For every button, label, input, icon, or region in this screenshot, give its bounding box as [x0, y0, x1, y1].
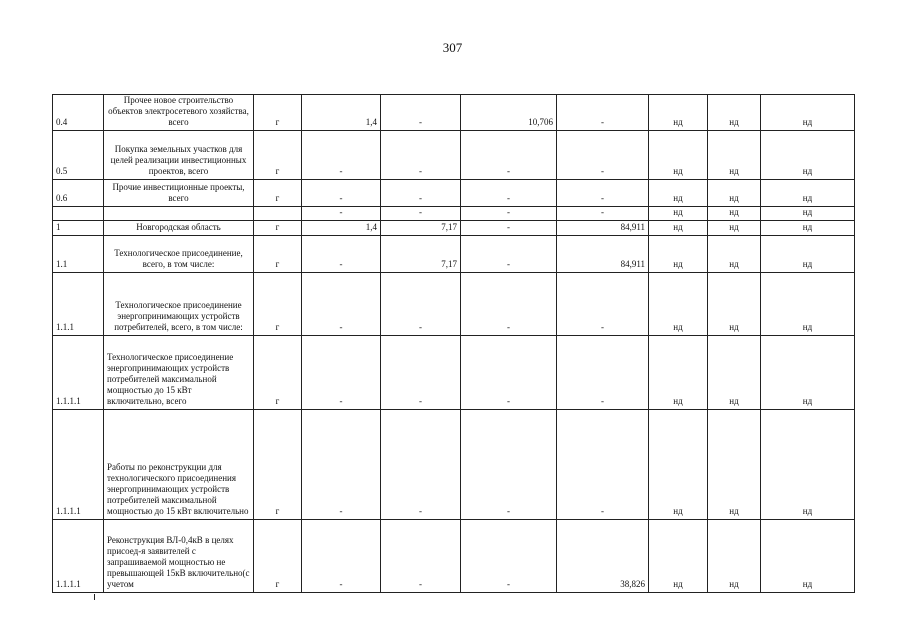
cell-c5: нд	[649, 273, 708, 336]
cell-c3: -	[461, 221, 557, 236]
table-row	[53, 520, 855, 593]
cell-c3: -	[461, 410, 557, 520]
cell-c6: нд	[708, 520, 761, 593]
cell-c2: -	[381, 131, 461, 180]
cell-c7: нд	[761, 131, 855, 180]
table-row	[53, 273, 855, 336]
cell-c5: нд	[649, 336, 708, 410]
cell-code: 0.6	[53, 180, 104, 207]
cell-code: 1.1.1.1	[53, 336, 104, 410]
cell-c6: нд	[708, 95, 761, 131]
cell-c5: нд	[649, 95, 708, 131]
cell-c2: -	[381, 180, 461, 207]
cell-name: Технологическое присоединение, всего, в том числе:	[104, 236, 254, 273]
cell-c2: -	[381, 207, 461, 221]
cell-name: Прочие инвестиционные проекты, всего	[104, 180, 254, 207]
cell-name: Новгородская область	[104, 221, 254, 236]
cell-c5: нд	[649, 180, 708, 207]
cell-c7: нд	[761, 273, 855, 336]
cell-c7: нд	[761, 180, 855, 207]
cell-unit: г	[254, 520, 302, 593]
cell-name: Работы по реконструкции для технологического присоединения энергопринимающих устройств потребителей максимальной мощностью до 15 кВт включительно	[104, 410, 254, 520]
cell-c1: -	[302, 410, 381, 520]
cell-c1: -	[302, 131, 381, 180]
cell-c4: 38,826	[557, 520, 649, 593]
table-row	[53, 131, 855, 180]
cell-c6: нд	[708, 273, 761, 336]
cell-c6: нд	[708, 221, 761, 236]
cell-code: 1	[53, 221, 104, 236]
cell-c2: -	[381, 273, 461, 336]
cell-c1: -	[302, 336, 381, 410]
investment-table	[52, 94, 855, 593]
cell-c4: -	[557, 207, 649, 221]
table-row	[53, 410, 855, 520]
table-row	[53, 221, 855, 236]
cell-c1: -	[302, 520, 381, 593]
cell-c6: нд	[708, 207, 761, 221]
table-row	[53, 207, 855, 221]
cell-unit: г	[254, 336, 302, 410]
cell-code: 1.1.1.1	[53, 520, 104, 593]
cell-c2: -	[381, 95, 461, 131]
cell-c4: -	[557, 180, 649, 207]
cell-unit	[254, 207, 302, 221]
cell-unit: г	[254, 273, 302, 336]
cell-unit: г	[254, 180, 302, 207]
cell-c3: -	[461, 207, 557, 221]
cell-c7: нд	[761, 520, 855, 593]
cell-c3: -	[461, 236, 557, 273]
cell-name: Технологическое присоединение энергопринимающих устройств потребителей максимальной мощностью до 15 кВт включительно, всего	[104, 336, 254, 410]
cell-c5: нд	[649, 207, 708, 221]
cell-c2: 7,17	[381, 236, 461, 273]
cell-unit: г	[254, 236, 302, 273]
cell-name	[104, 207, 254, 221]
cell-c2: -	[381, 410, 461, 520]
page-number: 307	[442, 40, 463, 55]
cell-c3: -	[461, 336, 557, 410]
cell-unit: г	[254, 131, 302, 180]
cell-c5: нд	[649, 131, 708, 180]
cell-c7: нд	[761, 221, 855, 236]
table-row	[53, 95, 855, 131]
cell-c6: нд	[708, 180, 761, 207]
cell-c2: -	[381, 336, 461, 410]
cell-code	[53, 207, 104, 221]
cell-c5: нд	[649, 410, 708, 520]
cell-c4: 84,911	[557, 221, 649, 236]
cell-c7: нд	[761, 207, 855, 221]
cell-c1: 1,4	[302, 95, 381, 131]
cell-c1: 1,4	[302, 221, 381, 236]
cell-name: Технологическое присоединение энергопринимающих устройств потребителей, всего, в том числе:	[104, 273, 254, 336]
cell-c1: -	[302, 236, 381, 273]
cell-c2: 7,17	[381, 221, 461, 236]
cell-c1: -	[302, 180, 381, 207]
cell-c3: -	[461, 131, 557, 180]
cell-c6: нд	[708, 336, 761, 410]
table-bottom-stub	[94, 594, 95, 600]
cell-unit: г	[254, 221, 302, 236]
cell-c4: -	[557, 131, 649, 180]
cell-c1: -	[302, 207, 381, 221]
cell-code: 0.5	[53, 131, 104, 180]
cell-c4: -	[557, 95, 649, 131]
cell-c2: -	[381, 520, 461, 593]
cell-c4: -	[557, 273, 649, 336]
cell-c3: -	[461, 180, 557, 207]
cell-c3: 10,706	[461, 95, 557, 131]
cell-code: 1.1	[53, 236, 104, 273]
cell-code: 1.1.1.1	[53, 410, 104, 520]
cell-c3: -	[461, 520, 557, 593]
cell-c1: -	[302, 273, 381, 336]
table-row	[53, 336, 855, 410]
cell-c5: нд	[649, 221, 708, 236]
cell-c5: нд	[649, 236, 708, 273]
cell-code: 0.4	[53, 95, 104, 131]
cell-c4: 84,911	[557, 236, 649, 273]
cell-c6: нд	[708, 236, 761, 273]
table-row	[53, 236, 855, 273]
cell-c5: нд	[649, 520, 708, 593]
cell-name: Реконструкция ВЛ-0,4кВ в целях присоед-я заявителей с запрашиваемой мощностью не превышающей 15кВ включительно(с учетом	[104, 520, 254, 593]
cell-c6: нд	[708, 410, 761, 520]
cell-name: Прочее новое строительство объектов электросетевого хозяйства, всего	[104, 95, 254, 131]
cell-unit: г	[254, 95, 302, 131]
cell-c7: нд	[761, 95, 855, 131]
cell-c7: нд	[761, 236, 855, 273]
cell-unit: г	[254, 410, 302, 520]
cell-c4: -	[557, 336, 649, 410]
table-row	[53, 180, 855, 207]
cell-code: 1.1.1	[53, 273, 104, 336]
cell-c3: -	[461, 273, 557, 336]
cell-c6: нд	[708, 131, 761, 180]
cell-c7: нд	[761, 336, 855, 410]
cell-c7: нд	[761, 410, 855, 520]
cell-c4: -	[557, 410, 649, 520]
cell-name: Покупка земельных участков для целей реализации инвестиционных проектов, всего	[104, 131, 254, 180]
